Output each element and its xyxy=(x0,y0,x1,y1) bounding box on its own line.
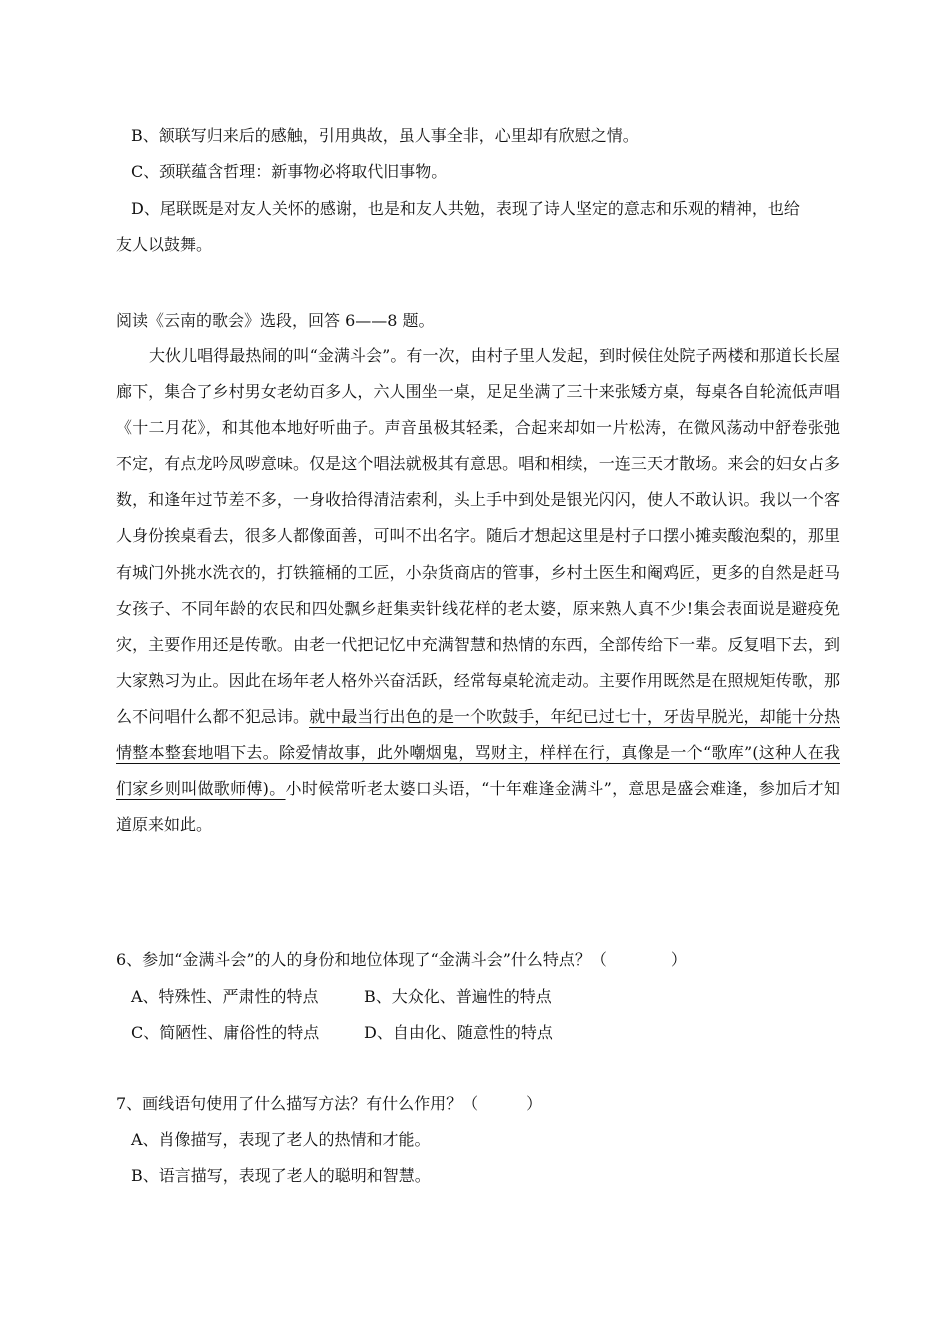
reading-intro: 阅读《云南的歌会》选段，回答 6——8 题。 xyxy=(116,311,435,330)
q6-option-b: B、大众化、普遍性的特点 xyxy=(364,987,552,1006)
q5-option-d-line2: 友人以鼓舞。 xyxy=(116,235,213,254)
passage-underlined-sentence: 就中最当行出色的是一个吹鼓手，年纪已过七十，牙齿早脱光，却能十分热情整本整套地唱下去。除爱情故事，此外嘲烟鬼，骂财主，样样在行，真像是一个“歌库”(这种人在我们家乡则叫做歌师傅)。 xyxy=(116,706,840,799)
reading-passage xyxy=(116,338,840,843)
passage-text-after: 小时候常听老太婆口头语，“十年难逢金满斗”，意思是盛会难逢，参加后才知道原来如此。 xyxy=(116,779,840,835)
q5-option-b: B、颔联写归来后的感触，引用典故，虽人事全非，心里却有欣慰之情。 xyxy=(131,126,639,145)
q6-option-c: C、简陋性、庸俗性的特点 xyxy=(131,1023,320,1042)
q6-option-d: D、自由化、随意性的特点 xyxy=(364,1023,553,1042)
q7-option-b: B、语言描写，表现了老人的聪明和智慧。 xyxy=(131,1166,431,1185)
q6-stem: 6、参加“金满斗会”的人的身份和地位体现了“金满斗会”什么特点？（ ） xyxy=(116,950,687,969)
q7-option-a: A、肖像描写，表现了老人的热情和才能。 xyxy=(131,1130,431,1149)
q6-option-a: A、特殊性、严肃性的特点 xyxy=(131,987,319,1006)
passage-text-before: 大伙儿唱得最热闹的叫“金满斗会”。有一次，由村子里人发起，到时候住处院子两楼和那道长长屋廊下，集合了乡村男女老幼百多人，六人围坐一桌，足足坐满了三十来张矮方桌，每桌各自轮流低声唱《十二月花》，和其他本地好听曲子。声音虽极其轻柔，合起来却如一片松涛，在微风荡动中舒卷张弛不定，有点龙吟凤哕意味。仅是这个唱法就极其有意思。唱和相续，一连三天才散场。来会的妇女占多数，和逢年过节差不多，一身收拾得清洁索利，头上手中到处是银光闪闪，使人不敢认识。我以一个客人身份挨桌看去，很多人都像面善，可叫不出名字。随后才想起这里是村子口摆小摊卖酸泡梨的，那里有城门外挑水洗衣的，打铁箍桶的工匠，小杂货商店的管事，乡村土医生和阉鸡匠，更多的自然是赶马女孩子、不同年龄的农民和四处飘乡赶集卖针线花样的老太婆，原来熟人真不少!集会表面说是避疫免灾，主要作用还是传歌。由老一代把记忆中充满智慧和热情的东西，全部传给下一辈。反复唱下去，到大家熟习为止。因此在场年老人格外兴奋活跃，经常每桌轮流走动。主要作用既然是在照规矩传歌，那么不问唱什么都不犯忌讳。 xyxy=(116,346,840,726)
q5-option-d-line1: D、尾联既是对友人关怀的感谢，也是和友人共勉，表现了诗人坚定的意志和乐观的精神，也给 xyxy=(131,199,800,218)
q5-option-c: C、颈联蕴含哲理：新事物必将取代旧事物。 xyxy=(131,162,448,181)
q7-stem: 7、画线语句使用了什么描写方法？有什么作用？（ ） xyxy=(116,1094,543,1113)
